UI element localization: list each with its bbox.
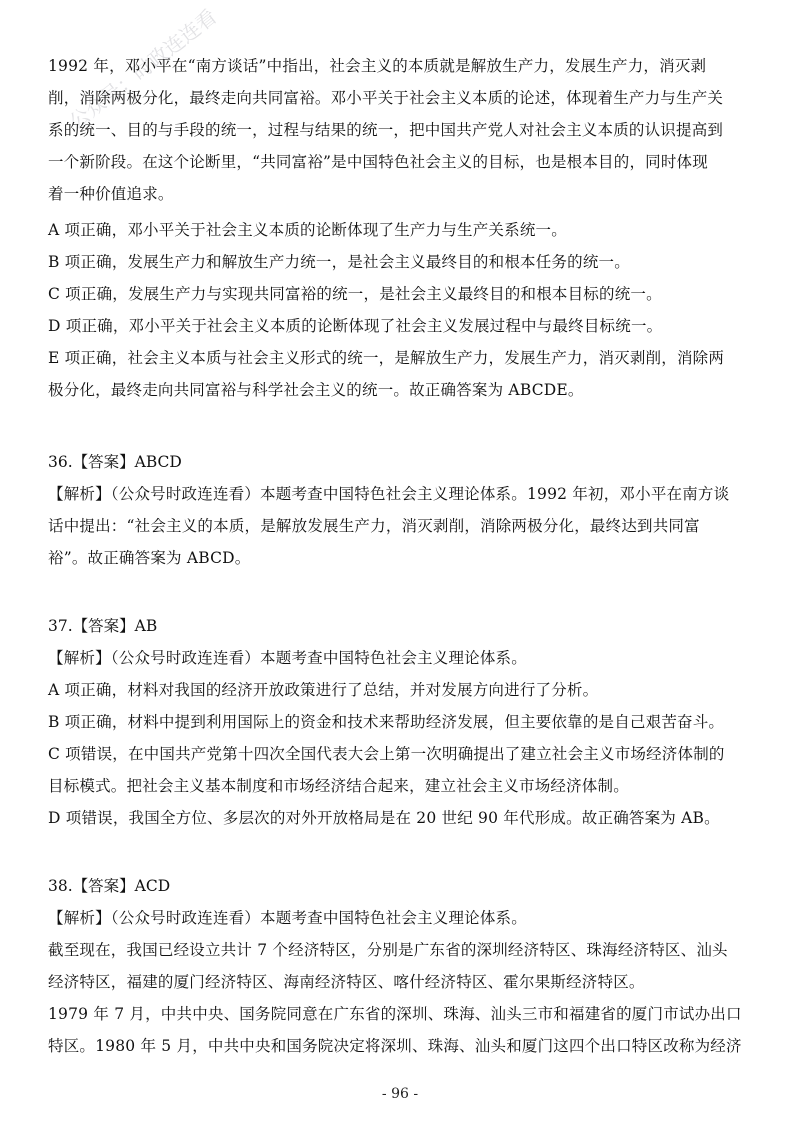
option-e: E 项正确，社会主义本质与社会主义形式的统一，是解放生产力，发展生产力，消灭剥削，消除两: [48, 349, 725, 367]
option-d: D 项错误，我国全方位、多层次的对外开放格局是在 20 世纪 90 年代形成。故正确答案为 AB。: [48, 809, 720, 827]
option-c: C 项错误，在中国共产党第十四次全国代表大会上第一次明确提出了建立社会主义市场经济体制的: [48, 745, 725, 763]
question-37: [48, 610, 760, 834]
intro-line: 1992 年，邓小平在“南方谈话”中指出，社会主义的本质就是解放生产力，发展生产力，消灭剥: [48, 57, 707, 75]
intro-line: 一个新阶段。在这个论断里，“共同富裕”是中国特色社会主义的目标，也是根本目的，同时体现: [48, 153, 708, 171]
intro-paragraph: [48, 50, 760, 210]
intro-line: 着一种价值追求。: [48, 185, 174, 203]
answer-36: 36.【答案】ABCD: [48, 453, 182, 471]
question-38: [48, 870, 760, 1062]
analysis-line: 话中提出：“社会主义的本质，是解放发展生产力，消灭剥削，消除两极分化，最终达到共同富: [48, 517, 700, 535]
options-35: [48, 214, 760, 406]
option-a: A 项正确，邓小平关于社会主义本质的论断体现了生产力与生产关系统一。: [48, 221, 567, 239]
analysis-line: 1979 年 7 月，中共中央、国务院同意在广东省的深圳、珠海、汕头三市和福建省的厦门市试办出口: [48, 1005, 742, 1023]
option-b: B 项正确，材料中提到利用国际上的资金和技术来帮助经济发展，但主要依靠的是自己艰苦奋斗。: [48, 713, 725, 731]
intro-line: 削，消除两极分化，最终走向共同富裕。邓小平关于社会主义本质的论述，体现着生产力与生产关: [48, 89, 724, 107]
intro-line: 系的统一、目的与手段的统一，过程与结果的统一，把中国共产党人对社会主义本质的认识提高到: [48, 121, 724, 139]
option-e-cont: 极分化，最终走向共同富裕与科学社会主义的统一。故正确答案为 ABCDE。: [48, 381, 584, 399]
watermark: 公众号：时政连连看: [64, 4, 222, 135]
option-b: B 项正确，发展生产力和解放生产力统一，是社会主义最终目的和根本任务的统一。: [48, 253, 630, 271]
analysis-line: 【解析】（公众号时政连连看）本题考查中国特色社会主义理论体系。1992 年初，邓小平在南方谈: [48, 485, 730, 503]
answer-38: 38.【答案】ACD: [48, 877, 171, 895]
answer-37: 37.【答案】AB: [48, 617, 158, 635]
analysis-line: 经济特区，福建的厦门经济特区、海南经济特区、喀什经济特区、霍尔果斯经济特区。: [48, 973, 645, 991]
option-a: A 项正确，材料对我国的经济开放政策进行了总结，并对发展方向进行了分析。: [48, 681, 599, 699]
question-36: [48, 446, 760, 574]
analysis-line: 【解析】（公众号时政连连看）本题考查中国特色社会主义理论体系。: [48, 909, 527, 927]
analysis-line: 特区。1980 年 5 月，中共中央和国务院决定将深圳、珠海、汕头和厦门这四个出口特区改称为经济: [48, 1037, 742, 1055]
analysis-line: 截至现在，我国已经设立共计 7 个经济特区，分别是广东省的深圳经济特区、珠海经济特区、汕头: [48, 941, 728, 959]
analysis-line: 【解析】（公众号时政连连看）本题考查中国特色社会主义理论体系。: [48, 649, 527, 667]
option-c-cont: 目标模式。把社会主义基本制度和市场经济结合起来，建立社会主义市场经济体制。: [48, 777, 629, 795]
page-number: - 96 -: [381, 1086, 419, 1102]
option-c: C 项正确，发展生产力与实现共同富裕的统一，是社会主义最终目的和根本目标的统一。: [48, 285, 662, 303]
analysis-line: 裕”。故正确答案为 ABCD。: [48, 549, 251, 567]
option-d: D 项正确，邓小平关于社会主义本质的论断体现了社会主义发展过程中与最终目标统一。: [48, 317, 663, 335]
